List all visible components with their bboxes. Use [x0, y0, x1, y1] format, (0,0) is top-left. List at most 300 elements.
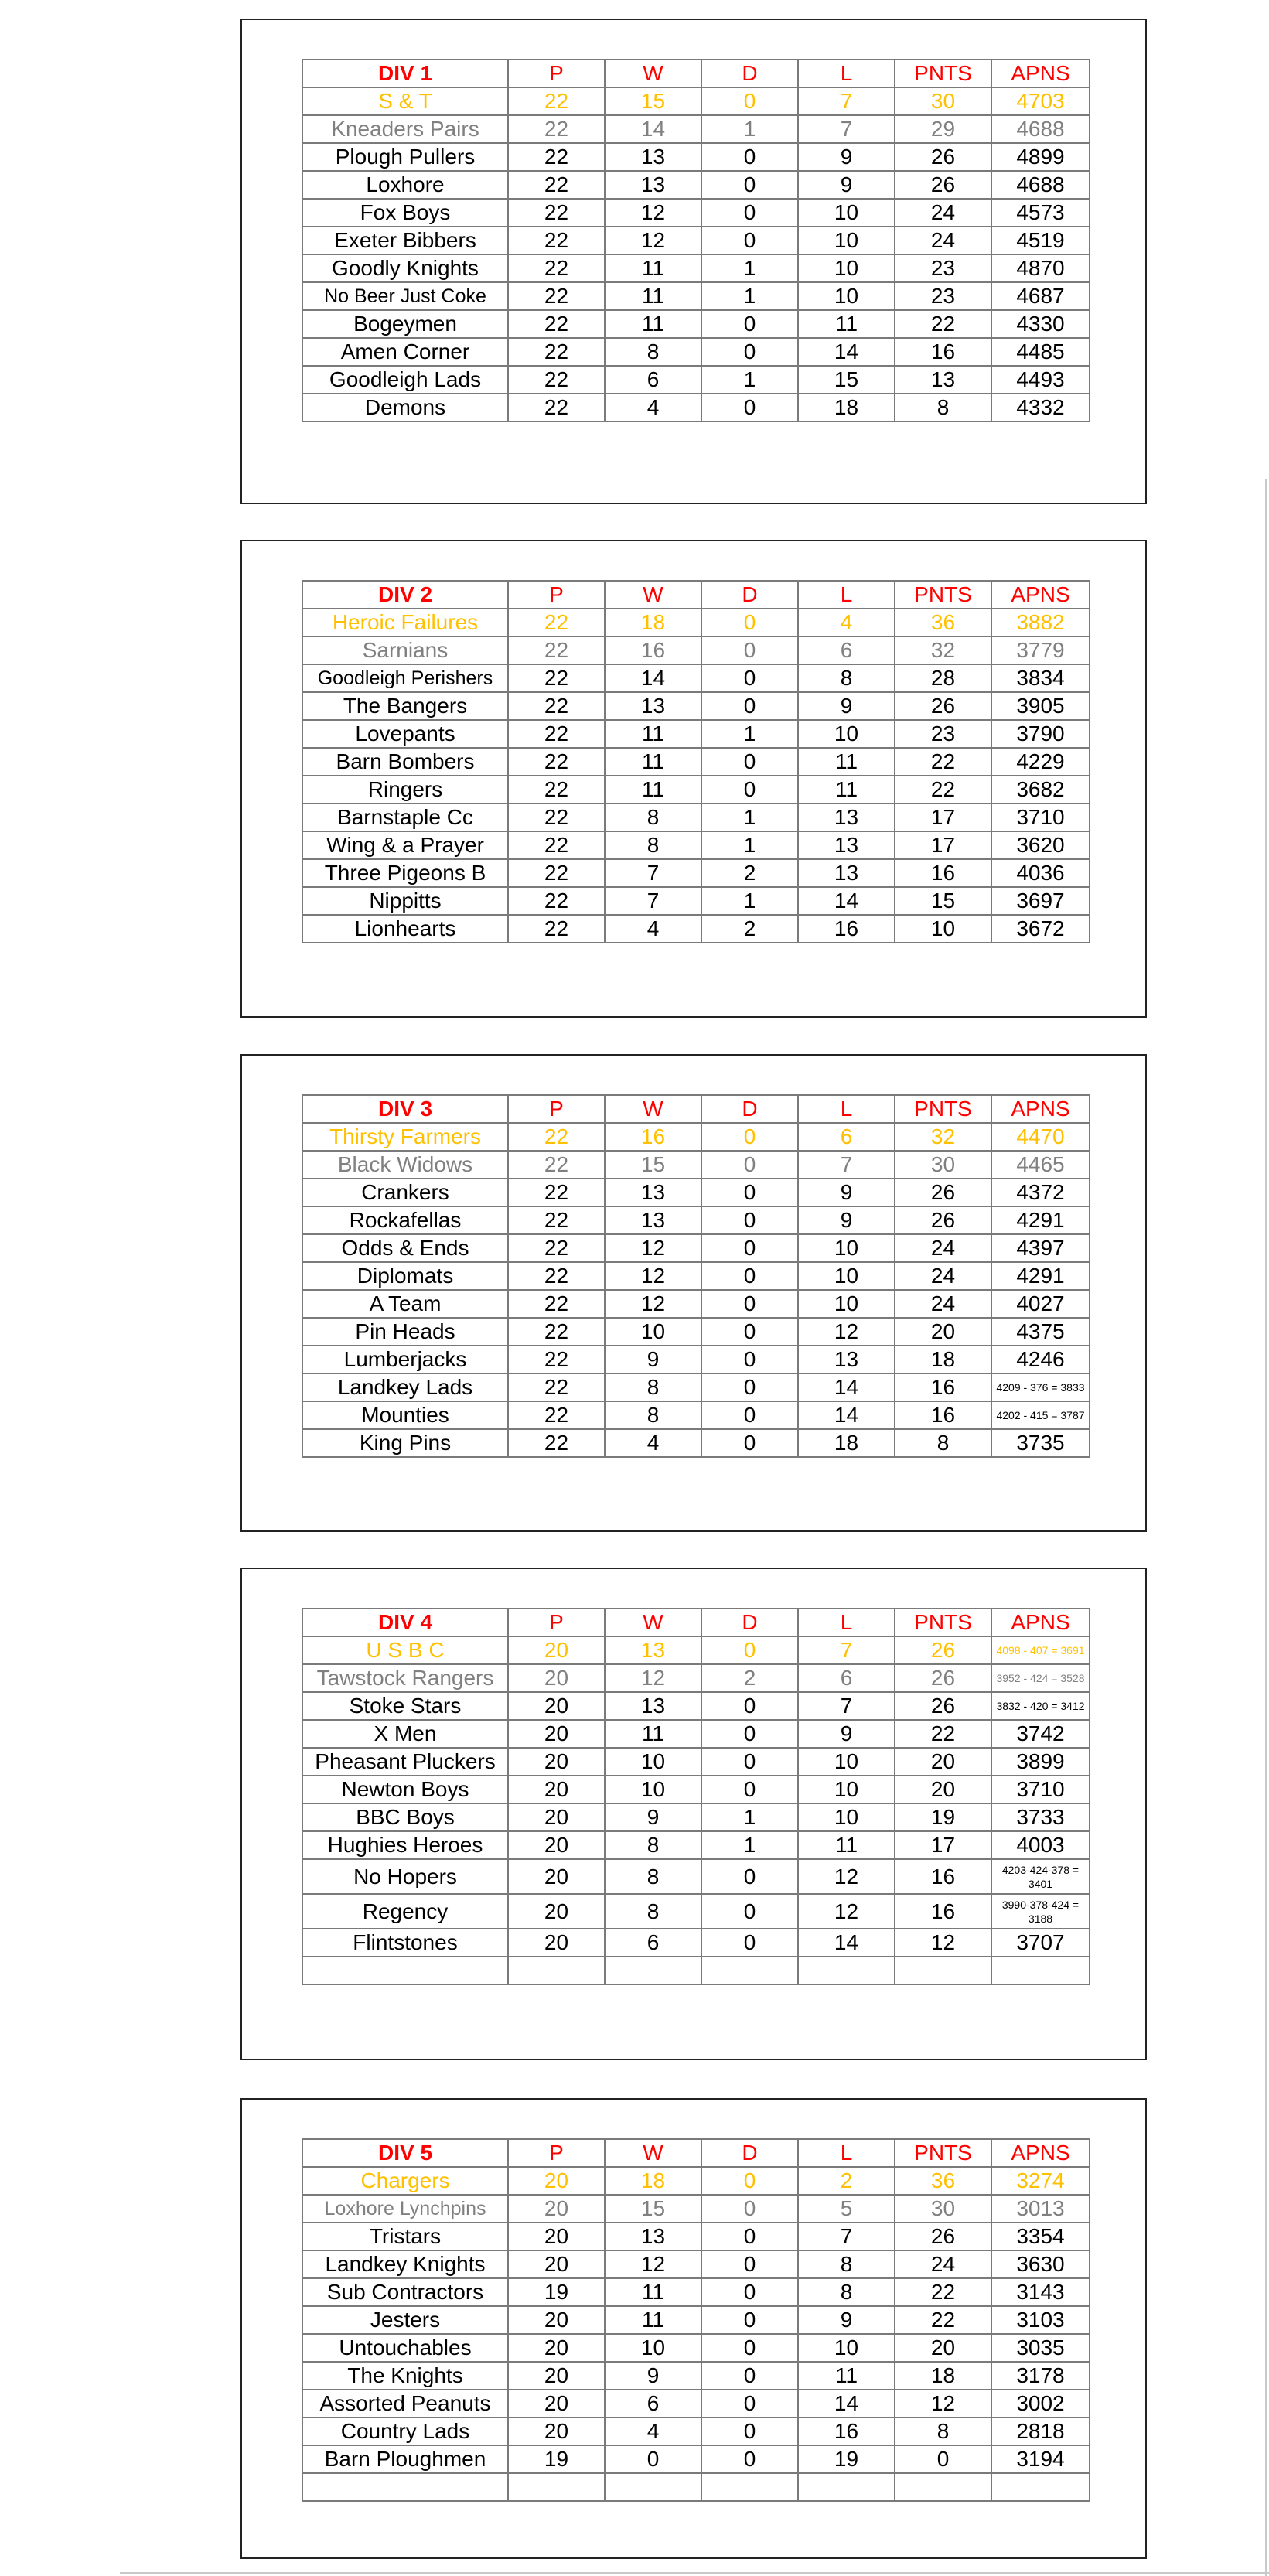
page-edge-bottom — [120, 2572, 1269, 2574]
drawn: 2 — [701, 915, 798, 943]
points: 32 — [895, 636, 991, 664]
table-row — [302, 394, 1090, 421]
division-title: DIV 2 — [302, 581, 508, 609]
team-name: Country Lads — [302, 2417, 508, 2445]
played: 20 — [508, 1859, 605, 1894]
team-name: No Hopers — [302, 1859, 508, 1894]
won: 10 — [605, 1748, 701, 1776]
played: 22 — [508, 776, 605, 804]
lost: 11 — [798, 310, 895, 338]
table-row — [302, 2390, 1090, 2417]
apns: 4870 — [991, 254, 1090, 282]
lost: 14 — [798, 2390, 895, 2417]
points: 19 — [895, 1803, 991, 1831]
apns: 3790 — [991, 720, 1090, 748]
won: 9 — [605, 1346, 701, 1373]
apns — [991, 2473, 1090, 2501]
lost: 7 — [798, 1151, 895, 1179]
drawn: 0 — [701, 1776, 798, 1803]
drawn: 0 — [701, 394, 798, 421]
lost: 14 — [798, 1929, 895, 1957]
col-header-d: D — [701, 60, 798, 87]
apns: 3002 — [991, 2390, 1090, 2417]
lost: 11 — [798, 748, 895, 776]
played: 22 — [508, 310, 605, 338]
points: 16 — [895, 1859, 991, 1894]
table-row — [302, 227, 1090, 254]
won: 18 — [605, 2167, 701, 2195]
table-row — [302, 2362, 1090, 2390]
apns: 4687 — [991, 282, 1090, 310]
lost: 10 — [798, 720, 895, 748]
apns: 3194 — [991, 2445, 1090, 2473]
header-row — [302, 1609, 1090, 1636]
played: 22 — [508, 254, 605, 282]
points: 26 — [895, 692, 991, 720]
lost: 11 — [798, 776, 895, 804]
played: 20 — [508, 2223, 605, 2250]
won: 8 — [605, 1831, 701, 1859]
won: 14 — [605, 664, 701, 692]
won: 15 — [605, 2195, 701, 2223]
lost: 10 — [798, 1290, 895, 1318]
won: 13 — [605, 1206, 701, 1234]
table-row — [302, 1179, 1090, 1206]
played: 22 — [508, 227, 605, 254]
team-name: Goodleigh Perishers — [302, 664, 508, 692]
col-header-l: L — [798, 2139, 895, 2167]
apns: 4209 - 376 = 3833 — [991, 1373, 1090, 1401]
page-edge-right — [1265, 479, 1267, 2576]
table-row — [302, 776, 1090, 804]
team-name: Newton Boys — [302, 1776, 508, 1803]
lost: 10 — [798, 2334, 895, 2362]
points: 20 — [895, 1776, 991, 1803]
drawn — [701, 2473, 798, 2501]
apns: 3707 — [991, 1929, 1090, 1957]
team-name: The Knights — [302, 2362, 508, 2390]
team-name: Sub Contractors — [302, 2278, 508, 2306]
team-name: A Team — [302, 1290, 508, 1318]
team-name: The Bangers — [302, 692, 508, 720]
won: 8 — [605, 804, 701, 831]
points: 18 — [895, 2362, 991, 2390]
won: 8 — [605, 1373, 701, 1401]
played: 20 — [508, 2417, 605, 2445]
team-name: S & T — [302, 87, 508, 115]
team-name: Mounties — [302, 1401, 508, 1429]
drawn: 1 — [701, 366, 798, 394]
drawn: 0 — [701, 227, 798, 254]
points: 30 — [895, 1151, 991, 1179]
drawn: 0 — [701, 2390, 798, 2417]
points: 20 — [895, 1318, 991, 1346]
points: 30 — [895, 87, 991, 115]
col-header-l: L — [798, 581, 895, 609]
won: 12 — [605, 1290, 701, 1318]
points: 26 — [895, 1179, 991, 1206]
drawn: 0 — [701, 2306, 798, 2334]
team-name: Wing & a Prayer — [302, 831, 508, 859]
col-header-apns: APNS — [991, 1609, 1090, 1636]
col-header-p: P — [508, 581, 605, 609]
drawn: 2 — [701, 859, 798, 887]
won: 6 — [605, 366, 701, 394]
points: 26 — [895, 1692, 991, 1720]
drawn: 0 — [701, 2417, 798, 2445]
team-name: Tristars — [302, 2223, 508, 2250]
apns: 4027 — [991, 1290, 1090, 1318]
team-name: Loxhore Lynchpins — [302, 2195, 508, 2223]
apns: 3697 — [991, 887, 1090, 915]
points: 23 — [895, 282, 991, 310]
points: 36 — [895, 609, 991, 636]
played: 19 — [508, 2278, 605, 2306]
team-name: Three Pigeons B — [302, 859, 508, 887]
table-row — [302, 171, 1090, 199]
division-5-table — [302, 2138, 1090, 2502]
table-row — [302, 664, 1090, 692]
played: 20 — [508, 1803, 605, 1831]
won: 4 — [605, 2417, 701, 2445]
points: 24 — [895, 1234, 991, 1262]
division-4-table — [302, 1608, 1090, 1985]
points: 16 — [895, 1401, 991, 1429]
played: 20 — [508, 1831, 605, 1859]
apns: 3742 — [991, 1720, 1090, 1748]
drawn: 1 — [701, 1803, 798, 1831]
division-3-panel — [240, 1054, 1147, 1532]
table-row — [302, 636, 1090, 664]
col-header-l: L — [798, 1095, 895, 1123]
drawn: 1 — [701, 831, 798, 859]
division-3-table — [302, 1094, 1090, 1458]
lost: 13 — [798, 804, 895, 831]
table-row — [302, 2278, 1090, 2306]
points: 28 — [895, 664, 991, 692]
won: 11 — [605, 310, 701, 338]
apns: 4465 — [991, 1151, 1090, 1179]
col-header-pnts: PNTS — [895, 60, 991, 87]
played: 20 — [508, 2306, 605, 2334]
team-name: Amen Corner — [302, 338, 508, 366]
apns: 4098 - 407 = 3691 — [991, 1636, 1090, 1664]
table-row — [302, 2417, 1090, 2445]
won: 8 — [605, 338, 701, 366]
lost: 9 — [798, 143, 895, 171]
played: 22 — [508, 1290, 605, 1318]
lost: 9 — [798, 1720, 895, 1748]
team-name: Black Widows — [302, 1151, 508, 1179]
col-header-w: W — [605, 1609, 701, 1636]
lost: 10 — [798, 199, 895, 227]
played: 20 — [508, 1664, 605, 1692]
played: 22 — [508, 1346, 605, 1373]
points: 22 — [895, 1720, 991, 1748]
lost: 10 — [798, 1234, 895, 1262]
lost: 10 — [798, 227, 895, 254]
team-name: Sarnians — [302, 636, 508, 664]
col-header-w: W — [605, 2139, 701, 2167]
table-row — [302, 115, 1090, 143]
played: 22 — [508, 1373, 605, 1401]
drawn: 0 — [701, 1720, 798, 1748]
team-name: No Beer Just Coke — [302, 282, 508, 310]
won: 13 — [605, 1636, 701, 1664]
drawn: 0 — [701, 2334, 798, 2362]
lost: 12 — [798, 1859, 895, 1894]
table-row — [302, 1776, 1090, 1803]
table-row — [302, 692, 1090, 720]
drawn: 0 — [701, 776, 798, 804]
won: 9 — [605, 2362, 701, 2390]
lost: 14 — [798, 1401, 895, 1429]
drawn: 0 — [701, 1373, 798, 1401]
table-row — [302, 1636, 1090, 1664]
col-header-d: D — [701, 1609, 798, 1636]
table-row — [302, 282, 1090, 310]
drawn: 0 — [701, 1859, 798, 1894]
team-name: Untouchables — [302, 2334, 508, 2362]
won: 0 — [605, 2445, 701, 2473]
points: 24 — [895, 227, 991, 254]
lost: 11 — [798, 2362, 895, 2390]
drawn: 0 — [701, 664, 798, 692]
header-row — [302, 581, 1090, 609]
lost: 10 — [798, 1748, 895, 1776]
played: 22 — [508, 1179, 605, 1206]
table-row — [302, 1692, 1090, 1720]
table-row — [302, 1831, 1090, 1859]
apns: 4688 — [991, 171, 1090, 199]
table-row — [302, 1123, 1090, 1151]
apns: 3882 — [991, 609, 1090, 636]
played: 22 — [508, 338, 605, 366]
drawn: 0 — [701, 2362, 798, 2390]
played: 22 — [508, 1429, 605, 1457]
played — [508, 2473, 605, 2501]
drawn: 0 — [701, 2223, 798, 2250]
points: 20 — [895, 1748, 991, 1776]
apns: 4330 — [991, 310, 1090, 338]
col-header-d: D — [701, 2139, 798, 2167]
apns: 3630 — [991, 2250, 1090, 2278]
won: 8 — [605, 831, 701, 859]
lost: 4 — [798, 609, 895, 636]
drawn: 0 — [701, 1151, 798, 1179]
col-header-apns: APNS — [991, 2139, 1090, 2167]
col-header-w: W — [605, 60, 701, 87]
drawn: 0 — [701, 143, 798, 171]
drawn: 1 — [701, 254, 798, 282]
apns: 3672 — [991, 915, 1090, 943]
lost: 6 — [798, 636, 895, 664]
team-name: Goodleigh Lads — [302, 366, 508, 394]
points: 26 — [895, 1636, 991, 1664]
played: 22 — [508, 1401, 605, 1429]
points: 22 — [895, 776, 991, 804]
team-name: Nippitts — [302, 887, 508, 915]
drawn: 0 — [701, 338, 798, 366]
points: 12 — [895, 2390, 991, 2417]
points: 22 — [895, 748, 991, 776]
table-row — [302, 1748, 1090, 1776]
team-name: Plough Pullers — [302, 143, 508, 171]
lost: 7 — [798, 1636, 895, 1664]
team-name: Tawstock Rangers — [302, 1664, 508, 1692]
drawn: 0 — [701, 2445, 798, 2473]
lost: 10 — [798, 1776, 895, 1803]
col-header-apns: APNS — [991, 60, 1090, 87]
lost — [798, 2473, 895, 2501]
team-name: Regency — [302, 1894, 508, 1929]
table-row — [302, 1206, 1090, 1234]
team-name: Heroic Failures — [302, 609, 508, 636]
division-2-panel — [240, 540, 1147, 1018]
apns: 3733 — [991, 1803, 1090, 1831]
apns: 4246 — [991, 1346, 1090, 1373]
table-row — [302, 804, 1090, 831]
lost: 5 — [798, 2195, 895, 2223]
team-name: Barn Bombers — [302, 748, 508, 776]
table-row — [302, 887, 1090, 915]
points: 23 — [895, 720, 991, 748]
team-name: Crankers — [302, 1179, 508, 1206]
table-row — [302, 2250, 1090, 2278]
lost: 10 — [798, 1803, 895, 1831]
points: 24 — [895, 1290, 991, 1318]
division-4-panel — [240, 1568, 1147, 2060]
team-name: Chargers — [302, 2167, 508, 2195]
table-row — [302, 1318, 1090, 1346]
points: 30 — [895, 2195, 991, 2223]
lost: 13 — [798, 859, 895, 887]
played: 22 — [508, 366, 605, 394]
won: 11 — [605, 720, 701, 748]
table-row — [302, 2195, 1090, 2223]
team-name: Bogeymen — [302, 310, 508, 338]
drawn: 0 — [701, 636, 798, 664]
won: 11 — [605, 282, 701, 310]
team-name: Flintstones — [302, 1929, 508, 1957]
won: 12 — [605, 1664, 701, 1692]
lost: 18 — [798, 394, 895, 421]
team-name: BBC Boys — [302, 1803, 508, 1831]
apns: 2818 — [991, 2417, 1090, 2445]
table-row — [302, 2445, 1090, 2473]
apns: 4291 — [991, 1262, 1090, 1290]
division-title: DIV 4 — [302, 1609, 508, 1636]
drawn: 0 — [701, 1123, 798, 1151]
points: 17 — [895, 831, 991, 859]
played: 22 — [508, 1234, 605, 1262]
team-name: Lovepants — [302, 720, 508, 748]
points: 22 — [895, 2306, 991, 2334]
lost: 14 — [798, 887, 895, 915]
won: 11 — [605, 2306, 701, 2334]
points: 26 — [895, 171, 991, 199]
played: 22 — [508, 609, 605, 636]
table-row — [302, 2223, 1090, 2250]
drawn: 0 — [701, 1179, 798, 1206]
drawn: 0 — [701, 692, 798, 720]
points: 26 — [895, 2223, 991, 2250]
played: 20 — [508, 2390, 605, 2417]
lost: 6 — [798, 1123, 895, 1151]
won: 8 — [605, 1401, 701, 1429]
lost: 13 — [798, 1346, 895, 1373]
played: 22 — [508, 199, 605, 227]
won: 11 — [605, 748, 701, 776]
points: 16 — [895, 1373, 991, 1401]
team-name: Landkey Lads — [302, 1373, 508, 1401]
col-header-p: P — [508, 60, 605, 87]
points: 17 — [895, 804, 991, 831]
lost: 16 — [798, 2417, 895, 2445]
apns: 3143 — [991, 2278, 1090, 2306]
won: 13 — [605, 1692, 701, 1720]
table-row — [302, 199, 1090, 227]
drawn: 0 — [701, 1929, 798, 1957]
won: 12 — [605, 199, 701, 227]
played: 20 — [508, 2250, 605, 2278]
lost: 7 — [798, 2223, 895, 2250]
played: 22 — [508, 1151, 605, 1179]
played: 22 — [508, 804, 605, 831]
team-name: Demons — [302, 394, 508, 421]
won: 9 — [605, 1803, 701, 1831]
played: 20 — [508, 2334, 605, 2362]
apns: 3620 — [991, 831, 1090, 859]
team-name: Jesters — [302, 2306, 508, 2334]
col-header-pnts: PNTS — [895, 2139, 991, 2167]
played: 20 — [508, 1720, 605, 1748]
table-row — [302, 915, 1090, 943]
won: 10 — [605, 1776, 701, 1803]
team-name: Pheasant Pluckers — [302, 1748, 508, 1776]
drawn: 0 — [701, 1692, 798, 1720]
team-name — [302, 1957, 508, 1984]
col-header-l: L — [798, 60, 895, 87]
drawn: 0 — [701, 1894, 798, 1929]
table-row — [302, 1664, 1090, 1692]
table-row — [302, 1894, 1090, 1929]
won: 6 — [605, 1929, 701, 1957]
drawn — [701, 1957, 798, 1984]
team-name: U S B C — [302, 1636, 508, 1664]
apns: 4372 — [991, 1179, 1090, 1206]
apns: 3710 — [991, 1776, 1090, 1803]
team-name: Hughies Heroes — [302, 1831, 508, 1859]
points: 22 — [895, 310, 991, 338]
apns: 4202 - 415 = 3787 — [991, 1401, 1090, 1429]
lost: 13 — [798, 831, 895, 859]
apns: 4003 — [991, 1831, 1090, 1859]
team-name: Stoke Stars — [302, 1692, 508, 1720]
points: 23 — [895, 254, 991, 282]
lost: 7 — [798, 115, 895, 143]
col-header-p: P — [508, 2139, 605, 2167]
lost: 11 — [798, 1831, 895, 1859]
drawn: 2 — [701, 1664, 798, 1692]
col-header-d: D — [701, 581, 798, 609]
points: 24 — [895, 2250, 991, 2278]
points — [895, 1957, 991, 1984]
lost — [798, 1957, 895, 1984]
drawn: 0 — [701, 1318, 798, 1346]
drawn: 0 — [701, 87, 798, 115]
apns: 3710 — [991, 804, 1090, 831]
